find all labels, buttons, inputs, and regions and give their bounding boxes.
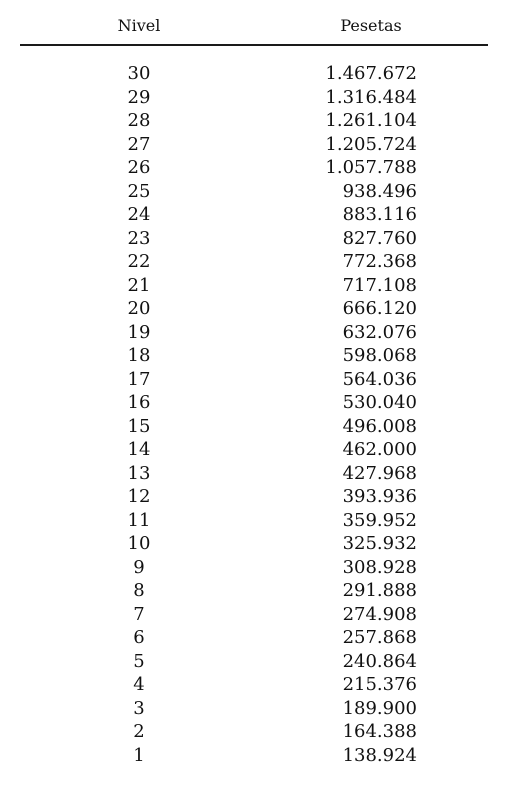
- cell-pesetas: 883.116: [342, 204, 417, 225]
- table-header: [0, 14, 521, 42]
- cell-nivel: 3: [133, 697, 145, 719]
- cell-pesetas: 772.368: [342, 251, 417, 272]
- cell-pesetas: 1.205.724: [325, 133, 417, 155]
- table-row: [0, 532, 521, 556]
- table-row: [0, 720, 521, 744]
- table-row: [0, 297, 521, 321]
- cell-nivel: 23: [127, 227, 151, 249]
- cell-nivel: 13: [127, 462, 151, 484]
- cell-nivel: 6: [133, 627, 145, 648]
- cell-nivel: 10: [127, 533, 151, 554]
- cell-pesetas: 240.864: [342, 650, 417, 672]
- cell-nivel: 28: [127, 110, 151, 131]
- table-body: [0, 62, 521, 767]
- table-row: [0, 650, 521, 674]
- cell-pesetas: 462.000: [342, 439, 417, 460]
- cell-pesetas: 291.888: [342, 580, 417, 601]
- table-row: [0, 133, 521, 157]
- cell-pesetas: 427.968: [342, 462, 417, 484]
- table-row: [0, 391, 521, 415]
- cell-pesetas: 564.036: [342, 368, 417, 390]
- cell-nivel: 7: [133, 603, 145, 625]
- cell-pesetas: 827.760: [342, 227, 417, 249]
- table-row: [0, 344, 521, 368]
- cell-nivel: 24: [127, 204, 151, 225]
- cell-nivel: 18: [127, 345, 151, 366]
- cell-nivel: 21: [127, 274, 151, 296]
- table-row: [0, 485, 521, 509]
- table-row: [0, 509, 521, 533]
- cell-pesetas: 1.316.484: [325, 86, 417, 108]
- cell-nivel: 25: [127, 180, 151, 202]
- table-row: [0, 673, 521, 697]
- table-row: [0, 462, 521, 486]
- table-row: [0, 180, 521, 204]
- cell-nivel: 8: [133, 580, 145, 601]
- cell-nivel: 16: [127, 392, 151, 413]
- cell-pesetas: 1.467.672: [325, 63, 417, 84]
- table-row: [0, 86, 521, 110]
- cell-pesetas: 138.924: [342, 744, 417, 766]
- cell-pesetas: 496.008: [342, 415, 417, 437]
- cell-pesetas: 274.908: [342, 603, 417, 625]
- cell-nivel: 30: [127, 63, 151, 84]
- cell-pesetas: 257.868: [342, 627, 417, 648]
- table-row: [0, 368, 521, 392]
- cell-nivel: 12: [127, 486, 151, 507]
- table-row: [0, 556, 521, 580]
- header-rule: [20, 44, 488, 46]
- table-row: [0, 603, 521, 627]
- cell-nivel: 17: [127, 368, 151, 390]
- cell-nivel: 29: [127, 86, 151, 108]
- table-row: [0, 438, 521, 462]
- cell-nivel: 2: [133, 721, 145, 742]
- cell-pesetas: 938.496: [342, 180, 417, 202]
- cell-pesetas: 325.932: [342, 533, 417, 554]
- cell-pesetas: 1.261.104: [325, 110, 417, 131]
- table-row: [0, 62, 521, 86]
- table-row: [0, 227, 521, 251]
- column-header-nivel: Nivel: [117, 16, 161, 35]
- table-row: [0, 321, 521, 345]
- cell-nivel: 1: [133, 744, 145, 766]
- cell-nivel: 15: [127, 415, 151, 437]
- cell-nivel: 4: [133, 674, 145, 695]
- table-row: [0, 109, 521, 133]
- cell-pesetas: 393.936: [342, 486, 417, 507]
- cell-nivel: 22: [127, 251, 151, 272]
- cell-nivel: 14: [127, 439, 151, 460]
- cell-pesetas: 598.068: [342, 345, 417, 366]
- table-row: [0, 697, 521, 721]
- cell-nivel: 19: [127, 321, 151, 343]
- cell-pesetas: 1.057.788: [325, 157, 417, 178]
- cell-nivel: 27: [127, 133, 151, 155]
- cell-pesetas: 666.120: [342, 298, 417, 319]
- table-row: [0, 626, 521, 650]
- cell-nivel: 20: [127, 298, 151, 319]
- cell-pesetas: 530.040: [342, 392, 417, 413]
- cell-pesetas: 189.900: [342, 697, 417, 719]
- table-row: [0, 203, 521, 227]
- cell-pesetas: 717.108: [342, 274, 417, 296]
- table-row: [0, 250, 521, 274]
- cell-nivel: 11: [127, 509, 151, 531]
- table-row: [0, 156, 521, 180]
- cell-pesetas: 164.388: [342, 721, 417, 742]
- table-row: [0, 744, 521, 768]
- table-row: [0, 579, 521, 603]
- table-row: [0, 274, 521, 298]
- column-header-pesetas: Pesetas: [340, 16, 402, 35]
- cell-nivel: 5: [133, 650, 145, 672]
- table-row: [0, 415, 521, 439]
- cell-pesetas: 359.952: [342, 509, 417, 531]
- cell-pesetas: 632.076: [342, 321, 417, 343]
- cell-nivel: 26: [127, 157, 151, 178]
- cell-pesetas: 308.928: [342, 556, 417, 578]
- cell-pesetas: 215.376: [342, 674, 417, 695]
- cell-nivel: 9: [133, 556, 145, 578]
